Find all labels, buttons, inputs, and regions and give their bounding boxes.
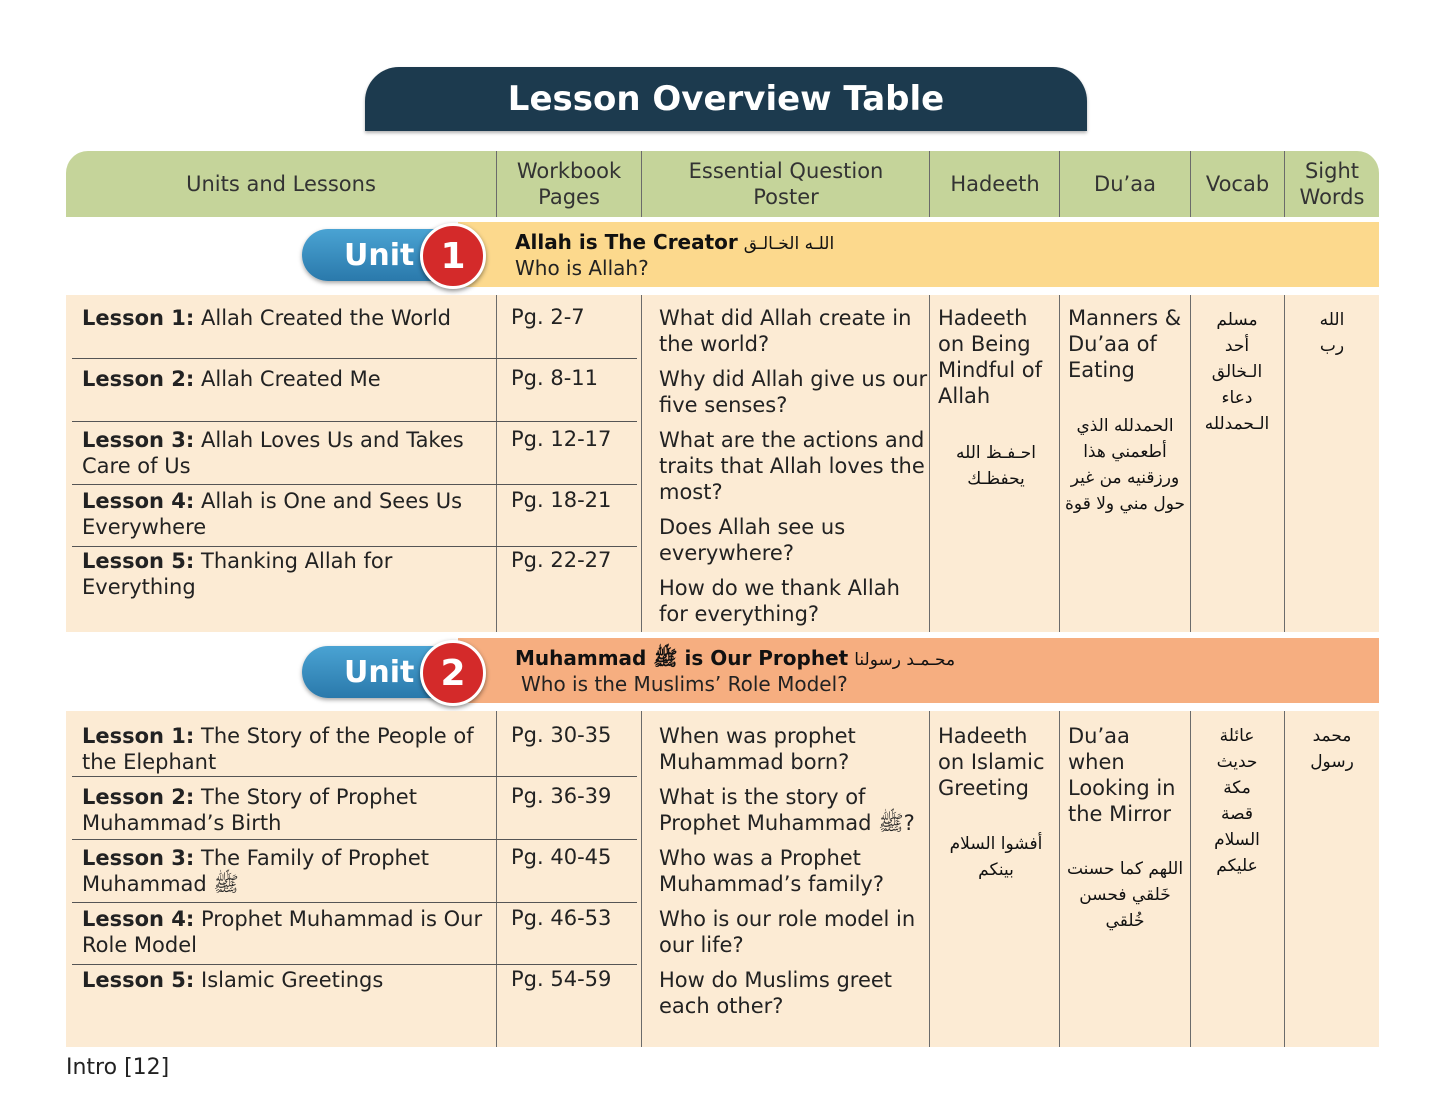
header-essential-question: Essential Question Poster xyxy=(688,159,884,209)
lesson-prefix: Lesson 3: xyxy=(82,428,195,452)
unit-1-question: Who is Allah? xyxy=(515,256,649,280)
lesson-pages: Pg. 12-17 xyxy=(511,427,612,451)
column-divider xyxy=(641,711,642,1047)
lesson-prefix: Lesson 1: xyxy=(82,724,195,748)
column-divider xyxy=(496,295,497,632)
lesson-pages: Pg. 8-11 xyxy=(511,366,599,390)
vocab-word: أحد xyxy=(1224,336,1250,356)
lesson-pages: Pg. 36-39 xyxy=(511,784,612,808)
lesson-name: Allah Created the World xyxy=(201,306,452,330)
vocab-word: دعاء xyxy=(1221,388,1253,408)
lesson-row xyxy=(82,366,492,392)
lesson-name: Allah Created Me xyxy=(201,367,381,391)
lesson-pages: Pg. 54-59 xyxy=(511,967,612,991)
lesson-row xyxy=(82,488,492,540)
lesson-prefix: Lesson 2: xyxy=(82,367,195,391)
lesson-name: The Story of Prophet Muhammad’s Birth xyxy=(82,785,417,835)
row-divider xyxy=(72,776,637,777)
column-divider xyxy=(1190,295,1191,632)
vocab-word: قصة xyxy=(1221,804,1253,824)
hadeeth-arabic: أفشوا السلام بينكم xyxy=(949,834,1043,880)
essential-question: What are the actions and traits that Allah loves the most? xyxy=(659,428,925,504)
hadeeth-title: Hadeeth on Being Mindful of Allah xyxy=(938,306,1043,408)
vocab-list xyxy=(1192,723,1282,879)
lesson-pages: Pg. 30-35 xyxy=(511,723,612,747)
hadeeth-title: Hadeeth on Islamic Greeting xyxy=(938,724,1045,800)
lesson-name: Allah Loves Us and Takes Care of Us xyxy=(82,428,464,478)
lesson-row xyxy=(82,906,492,958)
sight-word: محمد xyxy=(1312,726,1352,746)
lesson-pages: Pg. 22-27 xyxy=(511,548,612,572)
unit-2-question: Who is the Muslims’ Role Model? xyxy=(521,672,848,696)
header-sight-words: Sight Words xyxy=(1299,159,1365,209)
row-divider xyxy=(72,964,637,965)
vocab-word: عائلة xyxy=(1219,726,1255,746)
page-title: Lesson Overview Table xyxy=(365,67,1087,131)
essential-question: Why did Allah give us our five senses? xyxy=(659,367,928,417)
row-divider xyxy=(72,421,637,422)
row-divider xyxy=(72,902,637,903)
unit-1-title xyxy=(515,230,834,254)
lesson-row xyxy=(82,548,492,600)
lesson-pages: Pg. 18-21 xyxy=(511,488,612,512)
lesson-row xyxy=(82,967,492,993)
lesson-name: Prophet Muhammad is Our Role Model xyxy=(82,907,483,957)
lesson-row xyxy=(82,845,492,897)
duaa-arabic: اللهم كما حسنت خَلقي فحسن خُلقي xyxy=(1066,859,1184,931)
vocab-word: مسلم xyxy=(1216,310,1258,330)
row-divider xyxy=(72,839,637,840)
column-divider xyxy=(641,295,642,632)
lesson-prefix: Lesson 4: xyxy=(82,489,195,513)
unit-2-title-text: Muhammad ﷺ is Our Prophet xyxy=(515,646,849,670)
duaa-arabic: الحمدلله الذي أطعمني هذا ورزقنيه من غير حول مني ولا قوة xyxy=(1065,416,1185,514)
header-workbook-pages: Workbook Pages xyxy=(516,159,622,209)
duaa-title: Manners & Du’aa of Eating xyxy=(1068,306,1182,382)
unit-2-table-body xyxy=(66,711,1379,1047)
unit-2-title-arabic: محـمـد رسولنا xyxy=(854,650,956,670)
lesson-prefix: Lesson 3: xyxy=(82,846,195,870)
column-divider xyxy=(1059,711,1060,1047)
column-divider xyxy=(1284,295,1285,632)
lesson-prefix: Lesson 5: xyxy=(82,968,195,992)
vocab-word: مكة xyxy=(1223,778,1251,798)
sight-word: الله xyxy=(1319,310,1345,330)
vocab-word: الـحمدلله xyxy=(1204,414,1270,434)
lesson-name: The Story of the People of the Elephant xyxy=(82,724,474,774)
unit-2-number-badge: 2 xyxy=(420,640,486,706)
lesson-prefix: Lesson 2: xyxy=(82,785,195,809)
lesson-row xyxy=(82,427,492,479)
column-divider xyxy=(1284,711,1285,1047)
vocab-word: الـخالق xyxy=(1211,362,1263,382)
lesson-name: Islamic Greetings xyxy=(201,968,384,992)
unit-1-title-text: Allah is The Creator xyxy=(515,230,738,254)
unit-1-label: Unit xyxy=(344,238,415,273)
header-duaa: Du’aa xyxy=(1094,172,1156,196)
table-header xyxy=(66,151,1379,217)
vocab-word: عليكم xyxy=(1216,856,1258,876)
lesson-prefix: Lesson 4: xyxy=(82,907,195,931)
essential-question: What did Allah create in the world? xyxy=(659,306,912,356)
essential-question: Who is our role model in our life? xyxy=(659,907,916,957)
essential-question: How do Muslims greet each other? xyxy=(659,968,893,1018)
lesson-row xyxy=(82,723,492,775)
vocab-word: السلام xyxy=(1214,830,1260,850)
column-divider xyxy=(1190,711,1191,1047)
row-divider xyxy=(72,358,637,359)
sight-word: رب xyxy=(1319,336,1345,356)
sight-words-list xyxy=(1286,307,1378,359)
lesson-pages: Pg. 40-45 xyxy=(511,845,612,869)
essential-question: When was prophet Muhammad born? xyxy=(659,724,856,774)
lesson-name: Thanking Allah for Everything xyxy=(82,549,393,599)
hadeeth-arabic: احـفـظ الله يحفظـك xyxy=(956,443,1036,489)
unit-2-band xyxy=(458,638,1379,703)
column-divider xyxy=(496,711,497,1047)
unit-1-table-body xyxy=(66,295,1379,632)
row-divider xyxy=(72,484,637,485)
lesson-prefix: Lesson 5: xyxy=(82,549,195,573)
essential-question: What is the story of Prophet Muhammad ﷺ? xyxy=(659,785,915,835)
unit-1-number-badge: 1 xyxy=(420,223,486,289)
lesson-name: The Family of Prophet Muhammad ﷺ xyxy=(82,846,430,896)
sight-words-list xyxy=(1286,723,1378,775)
page-number: Intro [12] xyxy=(66,1055,170,1080)
unit-1-title-arabic: اللـه الخـالـق xyxy=(743,234,835,254)
lesson-prefix: Lesson 1: xyxy=(82,306,195,330)
vocab-word: حديث xyxy=(1216,752,1258,772)
unit-1-band xyxy=(458,222,1379,287)
column-divider xyxy=(1059,295,1060,632)
essential-question: How do we thank Allah for everything? xyxy=(659,576,900,626)
unit-2-label: Unit xyxy=(344,655,415,690)
header-units-lessons: Units and Lessons xyxy=(186,172,376,196)
header-vocab: Vocab xyxy=(1205,172,1270,196)
row-divider xyxy=(72,546,637,547)
lesson-row xyxy=(82,784,492,836)
essential-question: Does Allah see us everywhere? xyxy=(659,515,846,565)
unit-2-title xyxy=(515,646,955,675)
lesson-pages: Pg. 2-7 xyxy=(511,305,585,329)
lesson-name: Allah is One and Sees Us Everywhere xyxy=(82,489,463,539)
lesson-row xyxy=(82,305,492,331)
header-hadeeth: Hadeeth xyxy=(950,172,1040,196)
vocab-list xyxy=(1192,307,1282,437)
lesson-pages: Pg. 46-53 xyxy=(511,906,612,930)
sight-word: رسول xyxy=(1310,752,1354,772)
essential-question: Who was a Prophet Muhammad’s family? xyxy=(659,846,884,896)
duaa-title: Du’aa when Looking in the Mirror xyxy=(1068,724,1176,826)
